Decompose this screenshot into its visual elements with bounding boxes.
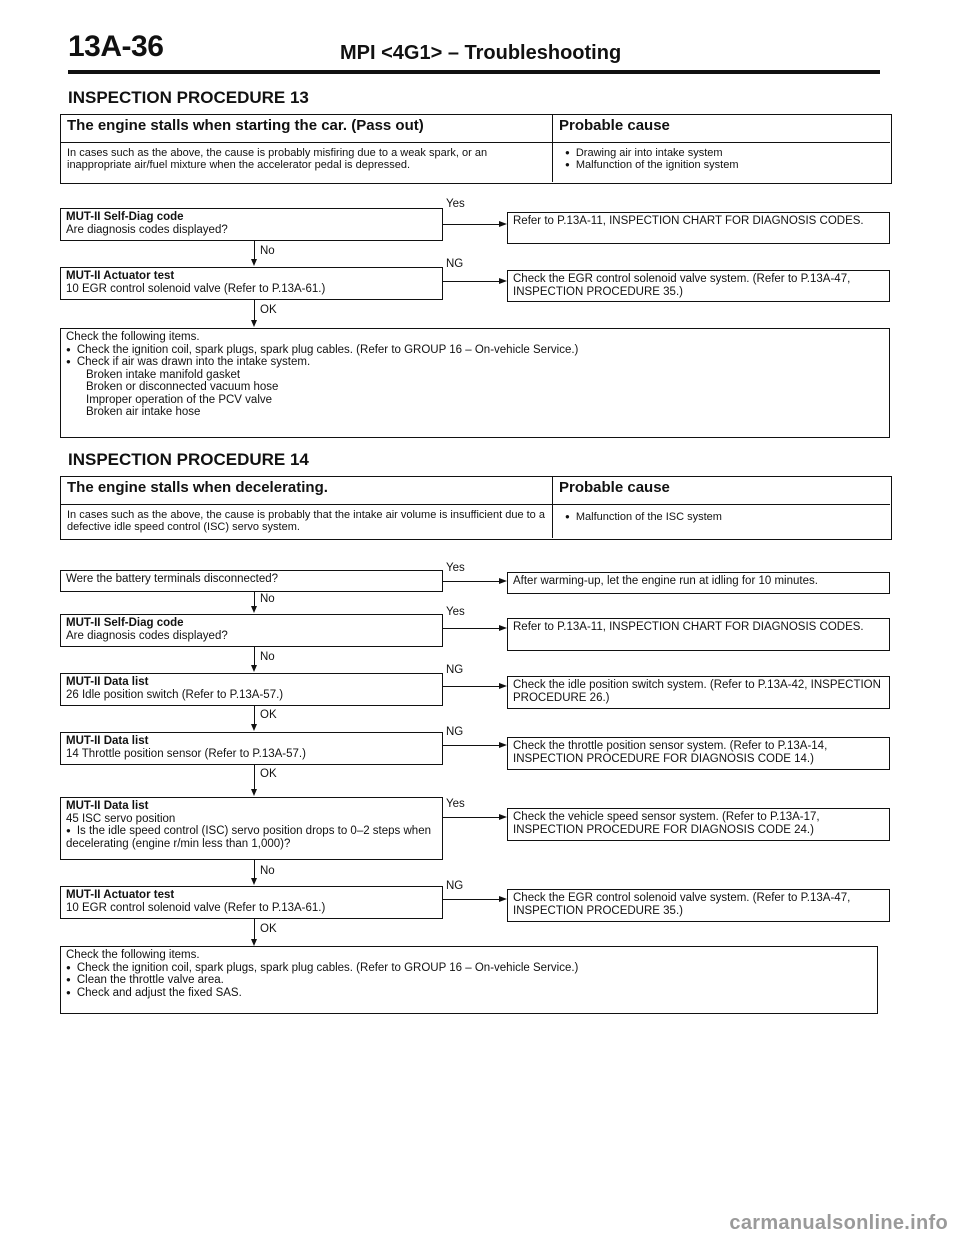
p14-step-5-target-text: Check the vehicle speed sensor system. (Refer to P.13A-17, INSPECTION PROCEDURE FOR DIAGNOSIS CODE 24.) <box>513 811 820 836</box>
p14-step-1-branch: Yes <box>446 562 465 574</box>
p13-final-intro: Check the following items. <box>66 331 200 343</box>
p13-step-2-target <box>507 270 890 302</box>
p13-final-sub-3: Improper operation of the PCV valve <box>86 393 273 406</box>
p14-step-4-next: OK <box>260 768 277 780</box>
p14-step-6-title: MUT-II Actuator test <box>66 889 175 901</box>
p14-step-5-next: No <box>260 865 275 877</box>
p14-step-6-branch: NG <box>446 880 464 892</box>
p13-symptom-cell <box>61 115 553 143</box>
p13-step-1-next: No <box>260 245 275 257</box>
p13-step-1-target-text: Refer to P.13A-11, INSPECTION CHART FOR DIAGNOSIS CODES. <box>513 215 864 227</box>
p14-connector-5-arrow <box>251 878 257 885</box>
p14-step-4 <box>60 732 443 765</box>
p13-causes <box>553 143 890 171</box>
p13-step-2 <box>60 267 443 300</box>
p13-step-2-title: MUT-II Actuator test <box>66 270 175 282</box>
p14-step-5-branch: Yes <box>446 798 465 810</box>
p13-final-item-2: ● Check if air was drawn into the intake system. <box>66 356 884 369</box>
p14-step-1-body: Were the battery terminals disconnected? <box>66 573 279 585</box>
p14-step-4-arrow <box>499 742 507 748</box>
p14-connector-4-arrow <box>251 789 257 796</box>
p14-step-5-bullets <box>66 825 437 850</box>
p13-causes-cell <box>553 143 890 182</box>
p13-step-2-target-text: Check the EGR control solenoid valve system. (Refer to P.13A-47, INSPECTION PROCEDURE 35.) <box>513 273 851 298</box>
p14-connector-2 <box>254 647 255 667</box>
p14-step-1-next: No <box>260 593 275 605</box>
p14-step-2-target-text: Refer to P.13A-11, INSPECTION CHART FOR DIAGNOSIS CODES. <box>513 621 864 633</box>
p14-final-intro: Check the following items. <box>66 949 200 961</box>
p14-step-3-body: 26 Idle position switch (Refer to P.13A-57.) <box>66 688 284 701</box>
p13-probable-cause-label: Probable cause <box>559 117 670 134</box>
p14-step-5-arrow <box>499 814 507 820</box>
p14-step-2-branch: Yes <box>446 606 465 618</box>
p14-final-item-2: ● Clean the throttle valve area. <box>66 974 872 987</box>
watermark: carmanualsonline.info <box>729 1212 948 1234</box>
p13-step-2-branch: NG <box>446 258 464 270</box>
p14-connector-1-arrow <box>251 606 257 613</box>
p14-step-6-arrow <box>499 896 507 902</box>
p14-step-6 <box>60 886 443 919</box>
p14-description-cell <box>61 505 553 538</box>
p13-cause-header-cell <box>553 115 890 143</box>
p13-connector-2-arrow <box>251 320 257 327</box>
p14-step-3-next: OK <box>260 709 277 721</box>
p14-description: In cases such as the above, the cause is probably that the intake air volume is insufficient due to a defective idle speed control (ISC) servo system. <box>67 509 545 533</box>
p13-step-1-title: MUT-II Self-Diag code <box>66 211 184 223</box>
p14-probable-cause-label: Probable cause <box>559 479 670 496</box>
p13-description-cell <box>61 143 553 182</box>
p14-final-item-1: ● Check the ignition coil, spark plugs, spark plug cables. (Refer to GROUP 16 – On-vehicle Service.) <box>66 962 872 975</box>
p13-final-check <box>60 328 890 438</box>
p13-step-1-arrow-line <box>443 224 499 225</box>
p14-step-3-branch: NG <box>446 664 464 676</box>
p14-step-3-title: MUT-II Data list <box>66 676 149 688</box>
p14-step-4-target-text: Check the throttle position sensor system. (Refer to P.13A-14, INSPECTION PROCEDURE FOR DIAGNOSIS CODE 14.) <box>513 740 828 765</box>
p14-step-5-title: MUT-II Data list <box>66 800 149 812</box>
p14-step-6-arrow-line <box>443 899 499 900</box>
p14-step-3-target <box>507 676 890 709</box>
p14-step-5-arrow-line <box>443 817 499 818</box>
p14-step-4-body: 14 Throttle position sensor (Refer to P.13A-57.) <box>66 747 306 760</box>
p14-step-2 <box>60 614 443 647</box>
p14-symptom: The engine stalls when decelerating. <box>67 479 328 496</box>
p14-step-6-target-text: Check the EGR control solenoid valve system. (Refer to P.13A-47, INSPECTION PROCEDURE 35.) <box>513 892 851 917</box>
p13-step-2-arrow-line <box>443 281 499 282</box>
p14-step-5 <box>60 797 443 860</box>
p13-final-sub-2: Broken or disconnected vacuum hose <box>86 381 279 393</box>
p13-step-1-arrow <box>499 221 507 227</box>
p13-connector-1-arrow <box>251 259 257 266</box>
p14-step-3-target-text: Check the idle position switch system. (Refer to P.13A-42, INSPECTION PROCEDURE 26.) <box>513 679 881 704</box>
p14-cause-header-cell <box>553 477 890 505</box>
p14-connector-6 <box>254 919 255 941</box>
p13-symptom-table <box>60 114 892 184</box>
p13-step-2-arrow <box>499 278 507 284</box>
p14-step-1-target <box>507 572 890 594</box>
p14-step-6-next: OK <box>260 923 277 935</box>
p14-step-6-body: 10 EGR control solenoid valve (Refer to P.13A-61.) <box>66 901 326 914</box>
p14-connector-3-arrow <box>251 724 257 731</box>
p14-connector-5 <box>254 860 255 880</box>
p14-step-4-target <box>507 737 890 770</box>
p13-step-1 <box>60 208 443 241</box>
p13-connector-2 <box>254 300 255 322</box>
p14-step-2-body: Are diagnosis codes displayed? <box>66 629 228 642</box>
p13-cause-2: ● Malfunction of the ignition system <box>565 159 890 171</box>
p13-final-items <box>66 344 884 369</box>
p13-step-2-next: OK <box>260 304 277 316</box>
page-number: 13A-36 <box>68 30 164 63</box>
p14-step-3-arrow <box>499 683 507 689</box>
header-rule <box>68 70 880 74</box>
p14-symptom-cell <box>61 477 553 505</box>
p14-heading: INSPECTION PROCEDURE 14 <box>68 450 309 469</box>
p14-step-6-target <box>507 889 890 922</box>
p14-symptom-table <box>60 476 892 540</box>
p14-step-5-bullet: ● Is the idle speed control (ISC) servo position drops to 0–2 steps when decelerating (engine r/min less than 1,000)? <box>66 825 437 850</box>
p14-step-2-arrow <box>499 625 507 631</box>
p14-step-4-title: MUT-II Data list <box>66 735 149 747</box>
p14-step-1 <box>60 570 443 592</box>
p13-step-1-body: Are diagnosis codes displayed? <box>66 223 228 236</box>
p14-step-3 <box>60 673 443 706</box>
p13-final-sub-4: Broken air intake hose <box>86 406 201 418</box>
p14-step-5-target <box>507 808 890 841</box>
p14-step-3-arrow-line <box>443 686 499 687</box>
p14-connector-3 <box>254 706 255 726</box>
p13-step-1-branch: Yes <box>446 198 465 210</box>
p13-final-item-1: ● Check the ignition coil, spark plugs, spark plug cables. (Refer to GROUP 16 – On-vehicle Service.) <box>66 344 884 357</box>
p14-final-item-3: ● Check and adjust the fixed SAS. <box>66 987 872 1000</box>
p13-cause-1: ● Drawing air into intake system <box>565 147 890 159</box>
p13-description: In cases such as the above, the cause is probably misfiring due to a weak spark, or an inappropriate air/fuel mixture when the accelerator pedal is depressed. <box>67 147 488 171</box>
p14-step-1-arrow <box>499 578 507 584</box>
p14-step-2-next: No <box>260 651 275 663</box>
p13-connector-1 <box>254 241 255 261</box>
p13-step-2-body: 10 EGR control solenoid valve (Refer to P.13A-61.) <box>66 282 326 295</box>
p13-heading: INSPECTION PROCEDURE 13 <box>68 88 309 107</box>
p13-step-1-target <box>507 212 890 244</box>
p14-step-2-arrow-line <box>443 628 499 629</box>
p14-step-2-target <box>507 618 890 651</box>
p13-symptom: The engine stalls when starting the car. (Pass out) <box>67 117 424 134</box>
p14-step-1-target-text: After warming-up, let the engine run at idling for 10 minutes. <box>513 575 818 587</box>
p14-step-5-body: 45 ISC servo position <box>66 812 176 825</box>
p14-connector-6-arrow <box>251 939 257 946</box>
p14-step-4-arrow-line <box>443 745 499 746</box>
p14-final-check <box>60 946 878 1014</box>
p14-final-items <box>66 962 872 1000</box>
p14-cause-1: ● Malfunction of the ISC system <box>565 511 890 523</box>
p14-step-1-arrow-line <box>443 581 499 582</box>
p14-step-2-title: MUT-II Self-Diag code <box>66 617 184 629</box>
p14-causes-cell <box>553 505 890 538</box>
p13-final-sub-1: Broken intake manifold gasket <box>86 368 241 381</box>
p14-connector-4 <box>254 765 255 791</box>
p14-connector-2-arrow <box>251 665 257 672</box>
p14-step-4-branch: NG <box>446 726 464 738</box>
p14-causes <box>553 505 890 523</box>
page-title: MPI <4G1> – Troubleshooting <box>340 42 622 64</box>
